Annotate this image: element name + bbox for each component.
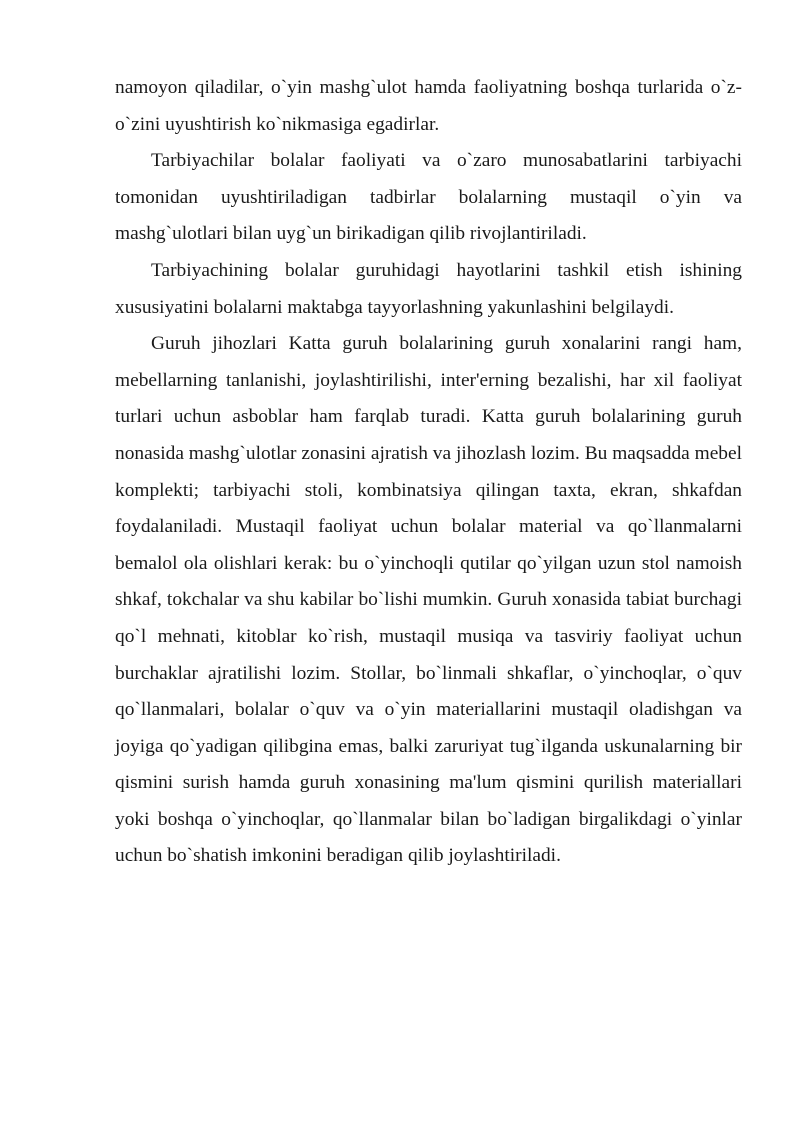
paragraph-guruh-jihozlari: Guruh jihozlari Katta guruh bolalarining guruh xonalarini rangi ham, mebellarning tanlanishi, joylashtirilishi, inter'erning bezalishi, har xil faoliyat turlari uchun asboblar ham farqlab turadi. Katta guruh bolalarining guruh nonasida mashg`ulotlar zonasini ajratish va jihozlash lozim. Bu maqsadda mebel komplekti; tarbiyachi stoli, kombinatsiya qilingan taxta, ekran, shkafdan foydalaniladi. Mustaqil faoliyat uchun bolalar material va qo`llanmalarni bemalol ola olishlari kerak: bu o`yinchoqli qutilar qo`yilgan uzun stol namoish shkaf, tokchalar va shu kabilar bo`lishi mumkin. Guruh xonasida tabiat burchagi qo`l mehnati, kitoblar ko`rish, mustaqil musiqa va tasviriy faoliyat uchun burchaklar ajratilishi lozim. Stollar, bo`linmali shkaflar, o`yinchoqlar, o`quv qo`llanmalari, bolalar o`quv va o`yin materiallarini mustaqil oladishgan va joyiga qo`yadigan qilibgina emas, balki zaruriyat tug`ilganda uskunalarning bir qismini surish hamda guruh xonasining ma'lum qismini qurilish materiallari yoki boshqa o`yinchoqlar, qo`llanmalar bilan bo`ladigan birgalikdagi o`yinlar uchun bo`shatish imkonini beradigan qilib joylashtiriladi. [115, 333, 742, 867]
document-page [115, 70, 742, 875]
paragraph-continuation: namoyon qiladilar, o`yin mashg`ulot hamda faoliyatning boshqa turlarida o`z-o`zini uyushtirish ko`nikmasiga egadirlar. [115, 77, 742, 135]
paragraph-tarbiyachining: Tarbiyachining bolalar guruhidagi hayotlarini tashkil etish ishining xususiyatini bolalarni maktabga tayyorlashning yakunlashini belgilaydi. [115, 259, 742, 318]
paragraph-tarbiyachilar: Tarbiyachilar bolalar faoliyati va o`zaro munosabatlarini tarbiyachi tomonidan uyushtiriladigan tadbirlar bolalarning mustaqil o`yin va mashg`ulotlari bilan uyg`un birikadigan qilib rivojlantiriladi. [115, 150, 742, 245]
